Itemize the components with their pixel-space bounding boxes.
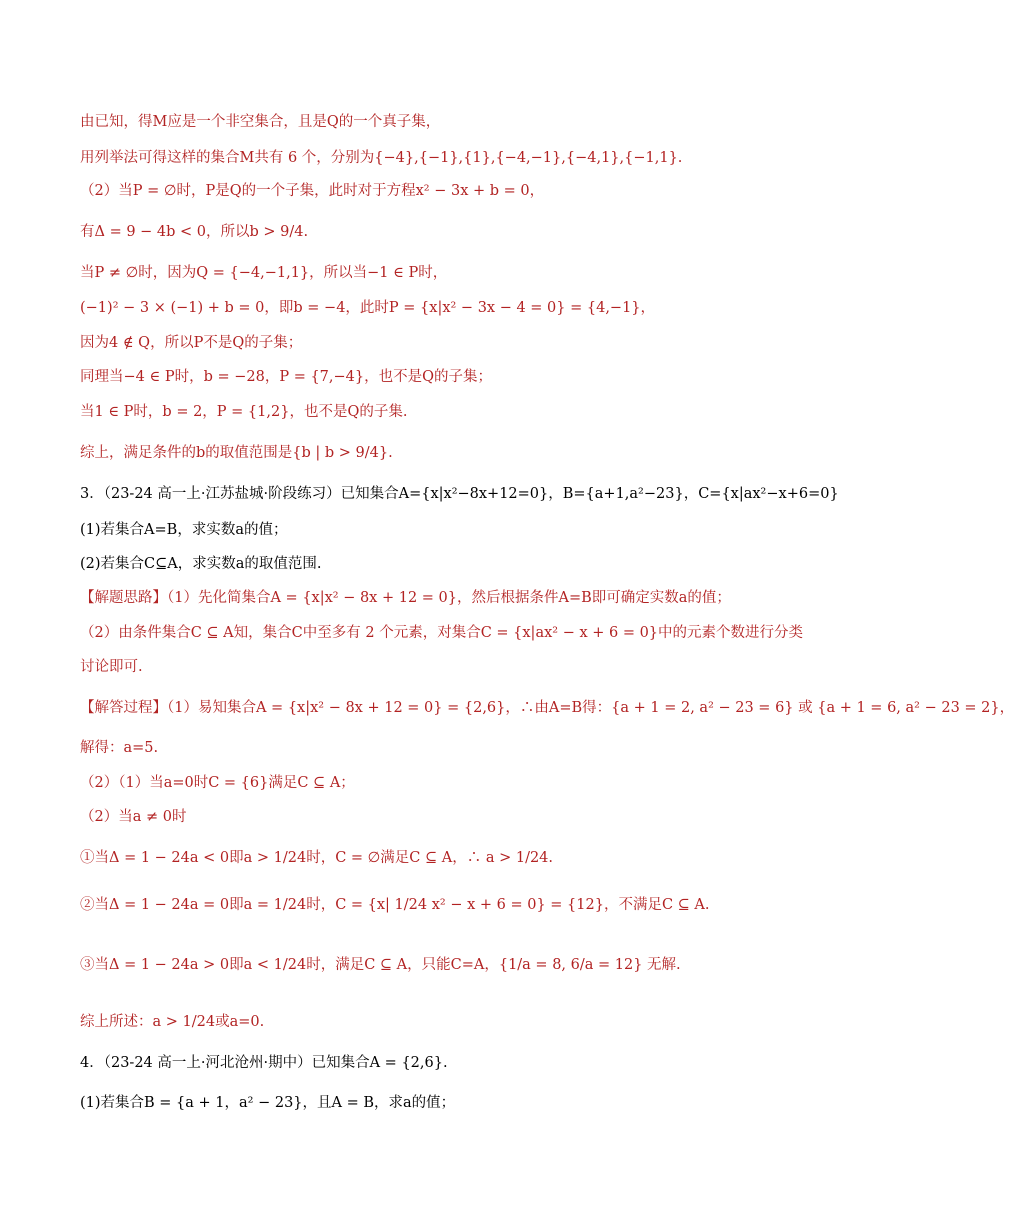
solution-line-7: 因为4 ∉ Q，所以P不是Q的子集； — [80, 335, 303, 351]
solution-line-3: （2）当P = ∅时，P是Q的一个子集，此时对于方程x² − 3x + b = 0， — [80, 183, 545, 199]
question-4-stem: 4．（23-24 高一上·河北沧州·期中）已知集合A = {2,6}. — [80, 1055, 448, 1071]
solution-line-6: (−1)² − 3 × (−1) + b = 0，即b = −4，此时P = {x|x² − 3x − 4 = 0} = {4,−1}， — [80, 300, 656, 316]
solution-line-5: 当P ≠ ∅时，因为Q = {−4,−1,1}，所以当−1 ∈ P时， — [80, 265, 448, 281]
solution-line-9: 当1 ∈ P时，b = 2，P = {1,2}，也不是Q的子集. — [80, 404, 408, 420]
solution-approach-line-3: 讨论即可. — [80, 659, 143, 675]
question-4-part-1: (1)若集合B = {a + 1，a² − 23}，且A = B，求a的值； — [80, 1095, 456, 1111]
question-3-part-2: (2)若集合C⊆A，求实数a的取值范围. — [80, 556, 322, 572]
solution-case-3: ③当Δ = 1 − 24a > 0即a < 1/24时，满足C ⊆ A，只能C=A，{1/a = 8, 6/a = 12} 无解. — [80, 957, 681, 973]
question-3-part-1: (1)若集合A=B，求实数a的值； — [80, 522, 288, 538]
solution-conclusion: 综上所述：a > 1/24或a=0. — [80, 1014, 265, 1030]
solution-process-line-1: 【解答过程】（1）易知集合A = {x|x² − 8x + 12 = 0} = {2,6}，∴由A=B得：{a + 1 = 2, a² − 23 = 6} 或 {a + 1 = 6, a² − 23 = 2}， — [80, 700, 1014, 716]
solution-case-2: ②当Δ = 1 − 24a = 0即a = 1/24时，C = {x| 1/24 x² − x + 6 = 0} = {12}，不满足C ⊆ A. — [80, 897, 710, 913]
question-3-stem: 3．（23-24 高一上·江苏盐城·阶段练习）已知集合A={x|x²−8x+12=0}，B={a+1,a²−23}，C={x|ax²−x+6=0} — [80, 486, 839, 502]
solution-line-10: 综上，满足条件的b的取值范围是{b | b > 9/4}. — [80, 445, 393, 461]
solution-line-8: 同理当−4 ∈ P时，b = −28，P = {7,−4}，也不是Q的子集； — [80, 369, 493, 385]
solution-line-2: 用列举法可得这样的集合M共有 6 个，分别为{−4},{−1},{1},{−4,−1},{−4,1},{−1,1}. — [80, 150, 683, 166]
solution-approach-line-1: 【解题思路】（1）先化简集合A = {x|x² − 8x + 12 = 0}，然后根据条件A=B即可确定实数a的值； — [80, 590, 731, 606]
solution-process-line-2: 解得：a=5. — [80, 740, 159, 756]
solution-case-1: ①当Δ = 1 − 24a < 0即a > 1/24时，C = ∅满足C ⊆ A，∴ a > 1/24. — [80, 850, 554, 866]
solution-process-line-3: （2）（1）当a=0时C = {6}满足C ⊆ A； — [80, 775, 355, 791]
solution-line-4: 有Δ = 9 − 4b < 0，所以b > 9/4. — [80, 224, 309, 240]
solution-approach-line-2: （2）由条件集合C ⊆ A知，集合C中至多有 2 个元素，对集合C = {x|ax² − x + 6 = 0}中的元素个数进行分类 — [80, 625, 804, 641]
solution-line-1: 由已知，得M应是一个非空集合，且是Q的一个真子集， — [80, 114, 441, 130]
solution-process-line-4: （2）当a ≠ 0时 — [80, 809, 187, 825]
